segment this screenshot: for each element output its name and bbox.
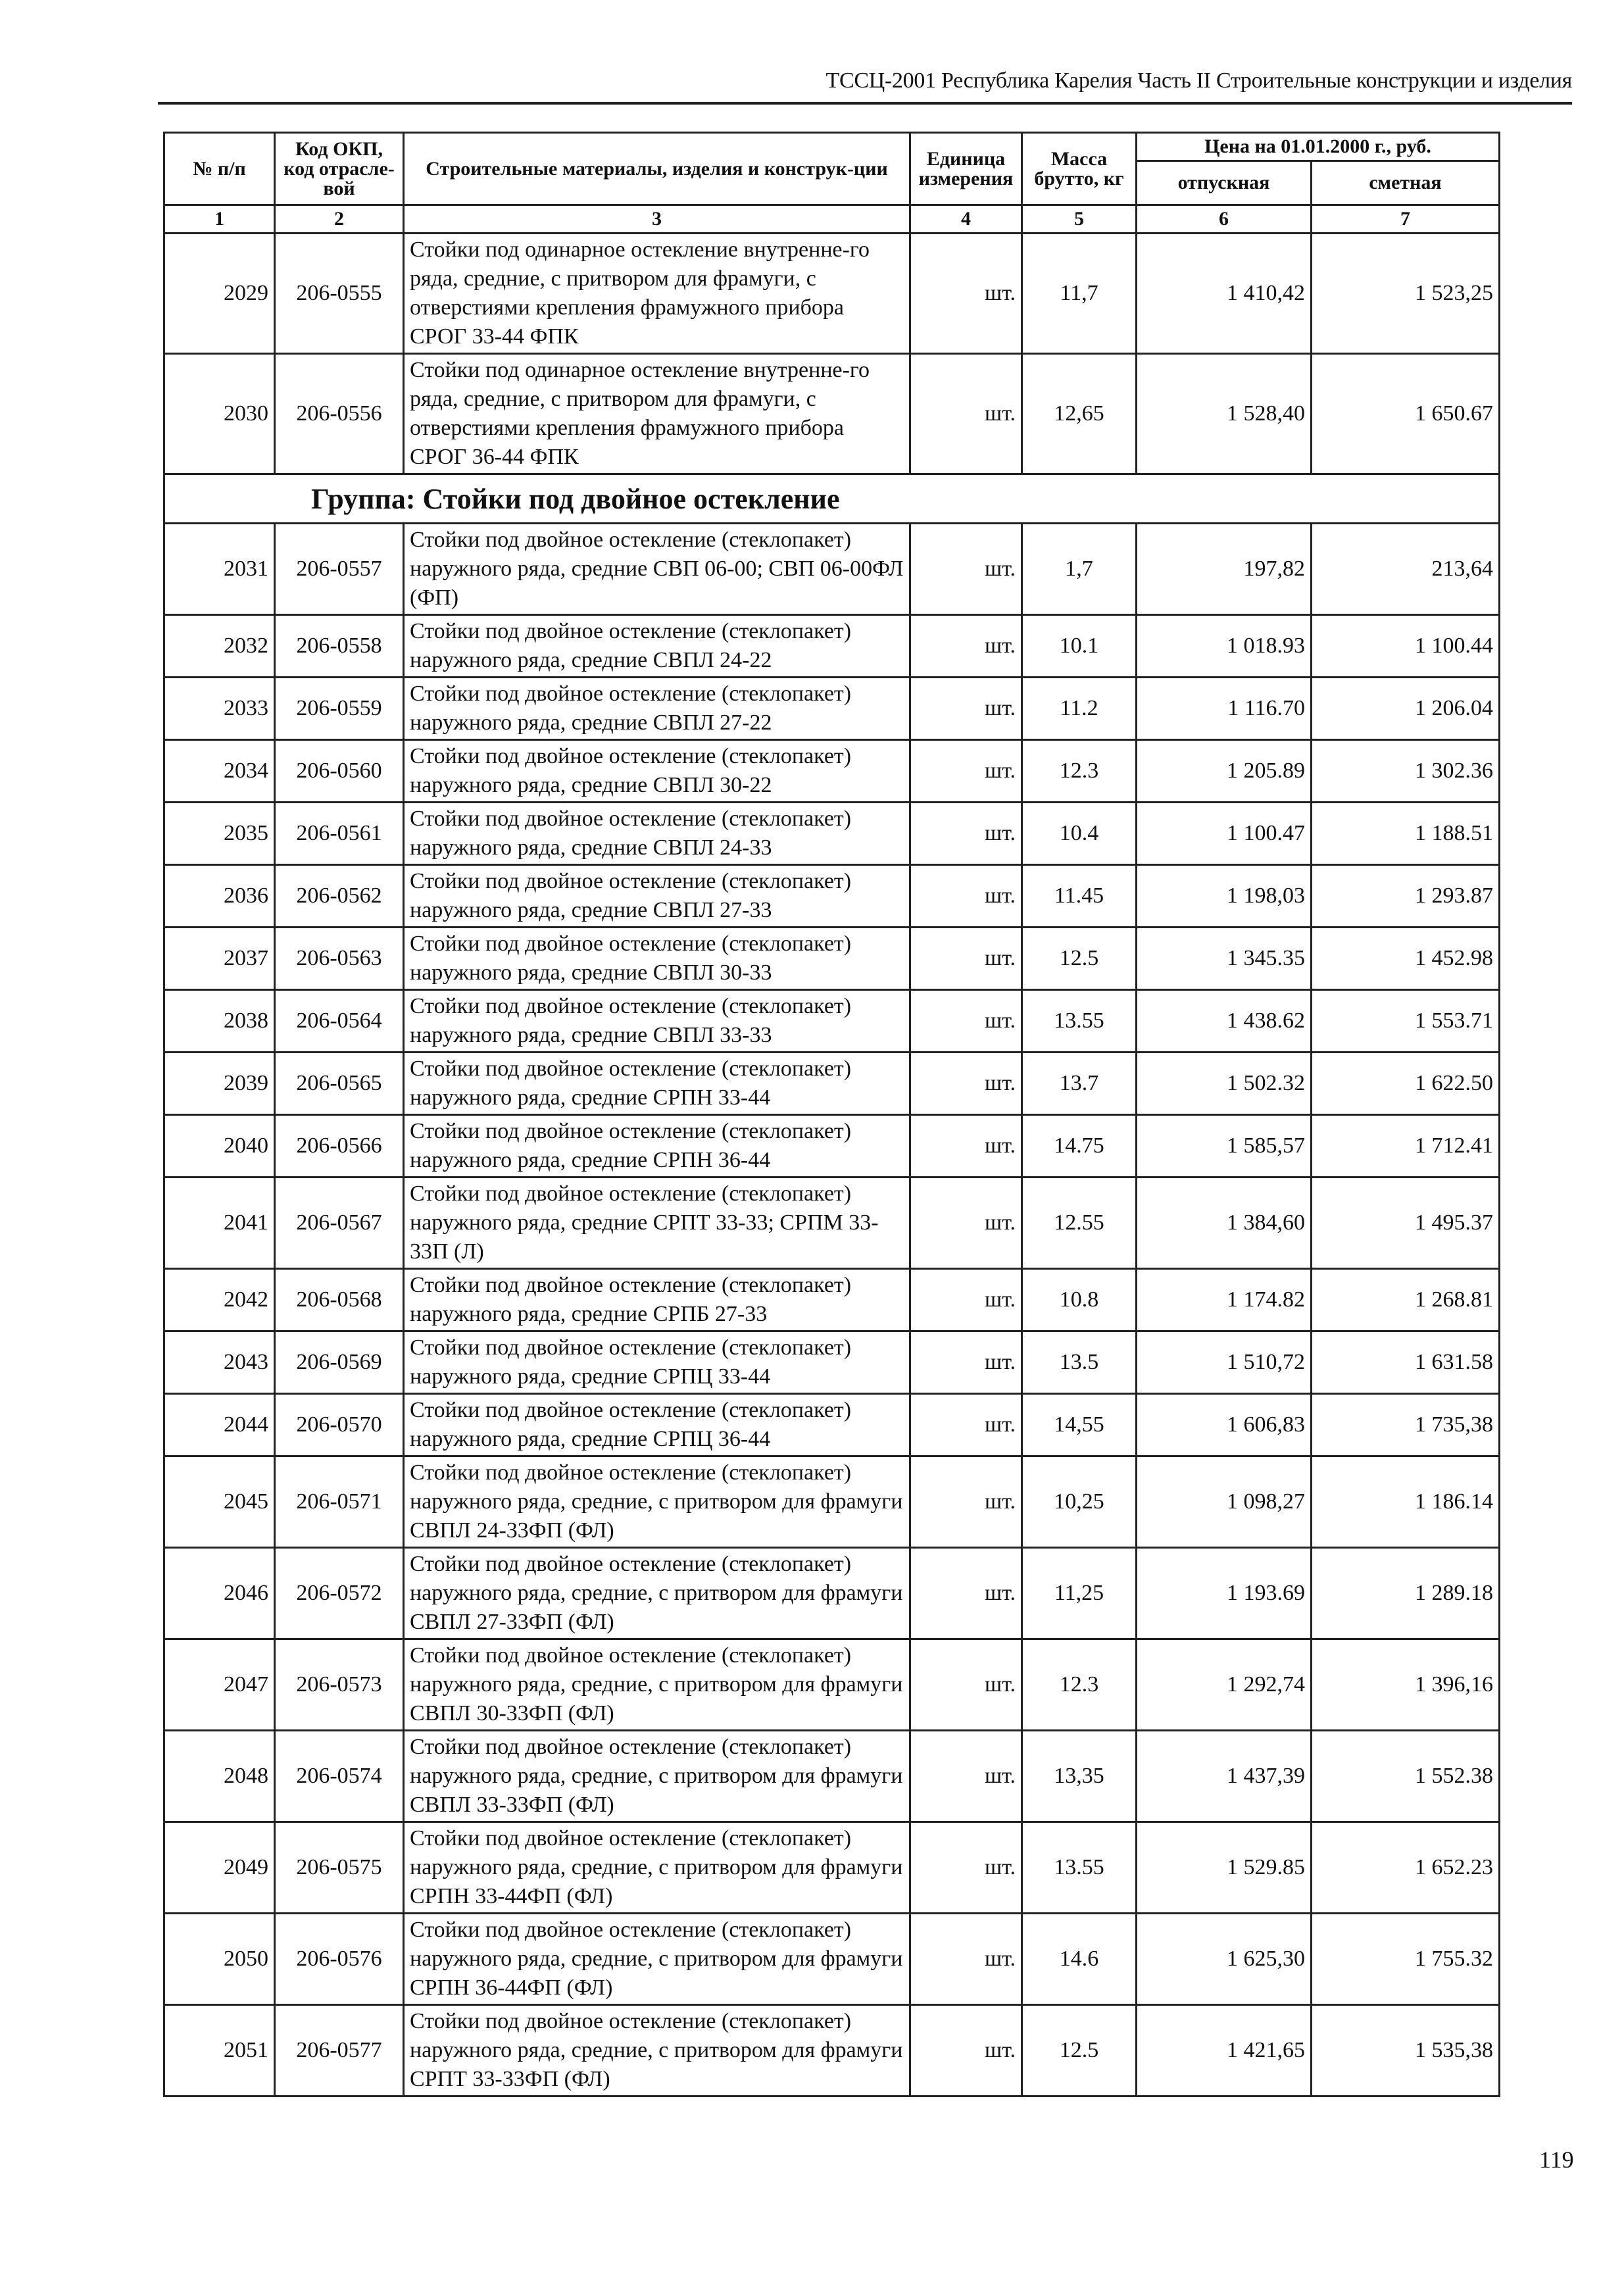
table-row (164, 1269, 1500, 1331)
material-name: Стойки под двойное остекление (стеклопакет) наружного ряда, средние СВПЛ 27-22 (404, 678, 910, 740)
material-name: Стойки под двойное остекление (стеклопакет) наружного ряда, средние, с притвором для фрамуги СВПЛ 33-33ФП (ФЛ) (404, 1731, 910, 1822)
release-price: 1 384,60 (1137, 1178, 1312, 1269)
okp-code: 206-0562 (275, 865, 404, 928)
gross-mass: 12.3 (1022, 1639, 1137, 1731)
release-price: 1 018.93 (1137, 615, 1312, 678)
material-name: Стойки под двойное остекление (стеклопакет) наружного ряда, средние СРПЦ 36-44 (404, 1394, 910, 1456)
row-number: 2032 (164, 615, 275, 678)
release-price: 1 292,74 (1137, 1639, 1312, 1731)
material-name: Стойки под двойное остекление (стеклопакет) наружного ряда, средние СВПЛ 30-22 (404, 740, 910, 803)
row-number: 2041 (164, 1178, 275, 1269)
row-number: 2048 (164, 1731, 275, 1822)
material-name: Стойки под двойное остекление (стеклопакет) наружного ряда, средние, с притвором для фрамуги СРПТ 33-33ФП (ФЛ) (404, 2005, 910, 2097)
table-row (164, 615, 1500, 678)
table-row (164, 678, 1500, 740)
unit-of-measure: шт. (910, 2005, 1022, 2097)
gross-mass: 14,55 (1022, 1394, 1137, 1456)
release-price: 1 098,27 (1137, 1456, 1312, 1548)
gross-mass: 12.5 (1022, 928, 1137, 990)
gross-mass: 10.4 (1022, 803, 1137, 865)
estimate-price: 1 206.04 (1312, 678, 1500, 740)
estimate-price: 1 735,38 (1312, 1394, 1500, 1456)
unit-of-measure: шт. (910, 524, 1022, 615)
release-price: 197,82 (1137, 524, 1312, 615)
table-row (164, 1822, 1500, 1914)
material-name: Стойки под двойное остекление (стеклопакет) наружного ряда, средние, с притвором для фрамуги СВПЛ 30-33ФП (ФЛ) (404, 1639, 910, 1731)
row-number: 2031 (164, 524, 275, 615)
release-price: 1 437,39 (1137, 1731, 1312, 1822)
okp-code: 206-0555 (275, 234, 404, 354)
unit-of-measure: шт. (910, 234, 1022, 354)
gross-mass: 13,35 (1022, 1731, 1137, 1822)
material-name: Стойки под двойное остекление (стеклопакет) наружного ряда, средние, с притвором для фрамуги СРПН 36-44ФП (ФЛ) (404, 1914, 910, 2005)
okp-code: 206-0573 (275, 1639, 404, 1731)
okp-code: 206-0561 (275, 803, 404, 865)
okp-code: 206-0568 (275, 1269, 404, 1331)
table-row (164, 928, 1500, 990)
release-price: 1 585,57 (1137, 1115, 1312, 1178)
group-section (164, 474, 1500, 524)
material-name: Стойки под двойное остекление (стеклопакет) наружного ряда, средние, с притвором для фрамуги СРПН 33-44ФП (ФЛ) (404, 1822, 910, 1914)
row-number: 2034 (164, 740, 275, 803)
gross-mass: 13.7 (1022, 1053, 1137, 1115)
table-row (164, 1456, 1500, 1548)
header-price-estimate: сметная (1312, 161, 1500, 205)
table-row (164, 354, 1500, 474)
okp-code: 206-0566 (275, 1115, 404, 1178)
gross-mass: 13.55 (1022, 1822, 1137, 1914)
table-row (164, 1394, 1500, 1456)
unit-of-measure: шт. (910, 1394, 1022, 1456)
row-number: 2046 (164, 1548, 275, 1639)
okp-code: 206-0559 (275, 678, 404, 740)
unit-of-measure: шт. (910, 928, 1022, 990)
header-price-group: Цена на 01.01.2000 г., руб. (1137, 133, 1500, 161)
okp-code: 206-0556 (275, 354, 404, 474)
column-number-row (164, 205, 1500, 234)
column-number: 3 (404, 205, 910, 234)
unit-of-measure: шт. (910, 1822, 1022, 1914)
release-price: 1 116.70 (1137, 678, 1312, 740)
unit-of-measure: шт. (910, 1331, 1022, 1394)
material-name: Стойки под двойное остекление (стеклопакет) наружного ряда, средние СВПЛ 24-22 (404, 615, 910, 678)
row-number: 2033 (164, 678, 275, 740)
release-price: 1 438.62 (1137, 990, 1312, 1053)
estimate-price: 1 452.98 (1312, 928, 1500, 990)
header-num: № п/п (164, 133, 275, 205)
row-number: 2043 (164, 1331, 275, 1394)
release-price: 1 625,30 (1137, 1914, 1312, 2005)
unit-of-measure: шт. (910, 1456, 1022, 1548)
gross-mass: 11.45 (1022, 865, 1137, 928)
column-number: 7 (1312, 205, 1500, 234)
estimate-price: 1 622.50 (1312, 1053, 1500, 1115)
material-name: Стойки под двойное остекление (стеклопакет) наружного ряда, средние СВПЛ 27-33 (404, 865, 910, 928)
header-mass: Масса брутто, кг (1022, 133, 1137, 205)
material-name: Стойки под двойное остекление (стеклопакет) наружного ряда, средние СРПЦ 33-44 (404, 1331, 910, 1394)
gross-mass: 14.6 (1022, 1914, 1137, 2005)
row-number: 2030 (164, 354, 275, 474)
gross-mass: 12.3 (1022, 740, 1137, 803)
page-number: 119 (1539, 2147, 1574, 2173)
material-name: Стойки под двойное остекление (стеклопакет) наружного ряда, средние, с притвором для фрамуги СВПЛ 24-33ФП (ФЛ) (404, 1456, 910, 1548)
okp-code: 206-0575 (275, 1822, 404, 1914)
table-row (164, 1331, 1500, 1394)
gross-mass: 12,65 (1022, 354, 1137, 474)
estimate-price: 1 186.14 (1312, 1456, 1500, 1548)
table-row (164, 1731, 1500, 1822)
estimate-price: 1 631.58 (1312, 1331, 1500, 1394)
okp-code: 206-0557 (275, 524, 404, 615)
estimate-price: 1 552.38 (1312, 1731, 1500, 1822)
material-name: Стойки под двойное остекление (стеклопакет) наружного ряда, средние СРПН 33-44 (404, 1053, 910, 1115)
release-price: 1 421,65 (1137, 2005, 1312, 2097)
okp-code: 206-0577 (275, 2005, 404, 2097)
table-row (164, 234, 1500, 354)
estimate-price: 1 523,25 (1312, 234, 1500, 354)
header-name: Строительные материалы, изделия и конструк-ции (404, 133, 910, 205)
okp-code: 206-0560 (275, 740, 404, 803)
estimate-price: 1 289.18 (1312, 1548, 1500, 1639)
row-number: 2036 (164, 865, 275, 928)
estimate-price: 1 495.37 (1312, 1178, 1500, 1269)
material-name: Стойки под двойное остекление (стеклопакет) наружного ряда, средние СРПТ 33-33; СРПМ 33-33П (Л) (404, 1178, 910, 1269)
gross-mass: 1,7 (1022, 524, 1137, 615)
unit-of-measure: шт. (910, 1053, 1022, 1115)
unit-of-measure: шт. (910, 1115, 1022, 1178)
release-price: 1 528,40 (1137, 354, 1312, 474)
okp-code: 206-0564 (275, 990, 404, 1053)
estimate-price: 1 396,16 (1312, 1639, 1500, 1731)
release-price: 1 198,03 (1137, 865, 1312, 928)
okp-code: 206-0571 (275, 1456, 404, 1548)
row-number: 2051 (164, 2005, 275, 2097)
estimate-price: 213,64 (1312, 524, 1500, 615)
unit-of-measure: шт. (910, 1178, 1022, 1269)
table-row (164, 865, 1500, 928)
gross-mass: 13.5 (1022, 1331, 1137, 1394)
row-number: 2047 (164, 1639, 275, 1731)
row-number: 2029 (164, 234, 275, 354)
row-number: 2038 (164, 990, 275, 1053)
header-price-release: отпускная (1137, 161, 1312, 205)
gross-mass: 11,7 (1022, 234, 1137, 354)
unit-of-measure: шт. (910, 740, 1022, 803)
release-price: 1 174.82 (1137, 1269, 1312, 1331)
release-price: 1 345.35 (1137, 928, 1312, 990)
column-number: 5 (1022, 205, 1137, 234)
row-number: 2044 (164, 1394, 275, 1456)
unit-of-measure: шт. (910, 678, 1022, 740)
price-table (163, 132, 1500, 2097)
estimate-price: 1 712.41 (1312, 1115, 1500, 1178)
unit-of-measure: шт. (910, 1269, 1022, 1331)
gross-mass: 14.75 (1022, 1115, 1137, 1178)
unit-of-measure: шт. (910, 615, 1022, 678)
material-name: Стойки под одинарное остекление внутренне-го ряда, средние, с притвором для фрамуги, с отверстиями крепления фрамужного прибора СРОГ 33-44 ФПК (404, 234, 910, 354)
estimate-price: 1 293.87 (1312, 865, 1500, 928)
unit-of-measure: шт. (910, 803, 1022, 865)
release-price: 1 205.89 (1137, 740, 1312, 803)
header-rule (158, 102, 1572, 105)
material-name: Стойки под двойное остекление (стеклопакет) наружного ряда, средние, с притвором для фрамуги СВПЛ 27-33ФП (ФЛ) (404, 1548, 910, 1639)
header-code: Код ОКП, код отрасле-вой (275, 133, 404, 205)
gross-mass: 10,25 (1022, 1456, 1137, 1548)
table-row (164, 1115, 1500, 1178)
row-number: 2040 (164, 1115, 275, 1178)
release-price: 1 529.85 (1137, 1822, 1312, 1914)
okp-code: 206-0572 (275, 1548, 404, 1639)
unit-of-measure: шт. (910, 1731, 1022, 1822)
rows-before-group (164, 234, 1500, 474)
material-name: Стойки под двойное остекление (стеклопакет) наружного ряда, средние СРПБ 27-33 (404, 1269, 910, 1331)
table-row (164, 1548, 1500, 1639)
material-name: Стойки под двойное остекление (стеклопакет) наружного ряда, средние СВПЛ 24-33 (404, 803, 910, 865)
okp-code: 206-0574 (275, 1731, 404, 1822)
estimate-price: 1 652.23 (1312, 1822, 1500, 1914)
gross-mass: 11,25 (1022, 1548, 1137, 1639)
estimate-price: 1 100.44 (1312, 615, 1500, 678)
release-price: 1 193.69 (1137, 1548, 1312, 1639)
row-number: 2035 (164, 803, 275, 865)
release-price: 1 502.32 (1137, 1053, 1312, 1115)
rows-after-group (164, 524, 1500, 2097)
row-number: 2037 (164, 928, 275, 990)
table-row (164, 1639, 1500, 1731)
table-header-row (164, 133, 1500, 161)
running-header: ТССЦ-2001 Республика Карелия Часть II Строительные конструкции и изделия (825, 68, 1572, 93)
okp-code: 206-0558 (275, 615, 404, 678)
unit-of-measure: шт. (910, 1639, 1022, 1731)
table-row (164, 2005, 1500, 2097)
okp-code: 206-0565 (275, 1053, 404, 1115)
release-price: 1 606,83 (1137, 1394, 1312, 1456)
table-row (164, 1914, 1500, 2005)
estimate-price: 1 755.32 (1312, 1914, 1500, 2005)
material-name: Стойки под одинарное остекление внутренне-го ряда, средние, с притвором для фрамуги, с отверстиями крепления фрамужного прибора СРОГ 36-44 ФПК (404, 354, 910, 474)
column-number: 6 (1137, 205, 1312, 234)
gross-mass: 12.55 (1022, 1178, 1137, 1269)
okp-code: 206-0570 (275, 1394, 404, 1456)
okp-code: 206-0576 (275, 1914, 404, 2005)
unit-of-measure: шт. (910, 990, 1022, 1053)
material-name: Стойки под двойное остекление (стеклопакет) наружного ряда, средние СВПЛ 30-33 (404, 928, 910, 990)
material-name: Стойки под двойное остекление (стеклопакет) наружного ряда, средние СВПЛ 33-33 (404, 990, 910, 1053)
estimate-price: 1 553.71 (1312, 990, 1500, 1053)
estimate-price: 1 535,38 (1312, 2005, 1500, 2097)
estimate-price: 1 650.67 (1312, 354, 1500, 474)
group-row (164, 474, 1500, 524)
table-row (164, 740, 1500, 803)
unit-of-measure: шт. (910, 1548, 1022, 1639)
material-name: Стойки под двойное остекление (стеклопакет) наружного ряда, средние СВП 06-00; СВП 06-00ФЛ (ФП) (404, 524, 910, 615)
gross-mass: 12.5 (1022, 2005, 1137, 2097)
estimate-price: 1 302.36 (1312, 740, 1500, 803)
gross-mass: 11.2 (1022, 678, 1137, 740)
row-number: 2050 (164, 1914, 275, 2005)
group-title: Группа: Стойки под двойное остекление (164, 474, 1500, 524)
table-row (164, 990, 1500, 1053)
row-number: 2039 (164, 1053, 275, 1115)
table-row (164, 1178, 1500, 1269)
row-number: 2045 (164, 1456, 275, 1548)
table-row (164, 524, 1500, 615)
material-name: Стойки под двойное остекление (стеклопакет) наружного ряда, средние СРПН 36-44 (404, 1115, 910, 1178)
column-number: 4 (910, 205, 1022, 234)
column-number: 2 (275, 205, 404, 234)
release-price: 1 410,42 (1137, 234, 1312, 354)
row-number: 2049 (164, 1822, 275, 1914)
okp-code: 206-0563 (275, 928, 404, 990)
unit-of-measure: шт. (910, 1914, 1022, 2005)
release-price: 1 100.47 (1137, 803, 1312, 865)
estimate-price: 1 188.51 (1312, 803, 1500, 865)
column-number: 1 (164, 205, 275, 234)
okp-code: 206-0569 (275, 1331, 404, 1394)
unit-of-measure: шт. (910, 354, 1022, 474)
gross-mass: 13.55 (1022, 990, 1137, 1053)
header-unit: Единица измерения (910, 133, 1022, 205)
release-price: 1 510,72 (1137, 1331, 1312, 1394)
okp-code: 206-0567 (275, 1178, 404, 1269)
table-row (164, 803, 1500, 865)
estimate-price: 1 268.81 (1312, 1269, 1500, 1331)
row-number: 2042 (164, 1269, 275, 1331)
table-row (164, 1053, 1500, 1115)
gross-mass: 10.8 (1022, 1269, 1137, 1331)
unit-of-measure: шт. (910, 865, 1022, 928)
gross-mass: 10.1 (1022, 615, 1137, 678)
